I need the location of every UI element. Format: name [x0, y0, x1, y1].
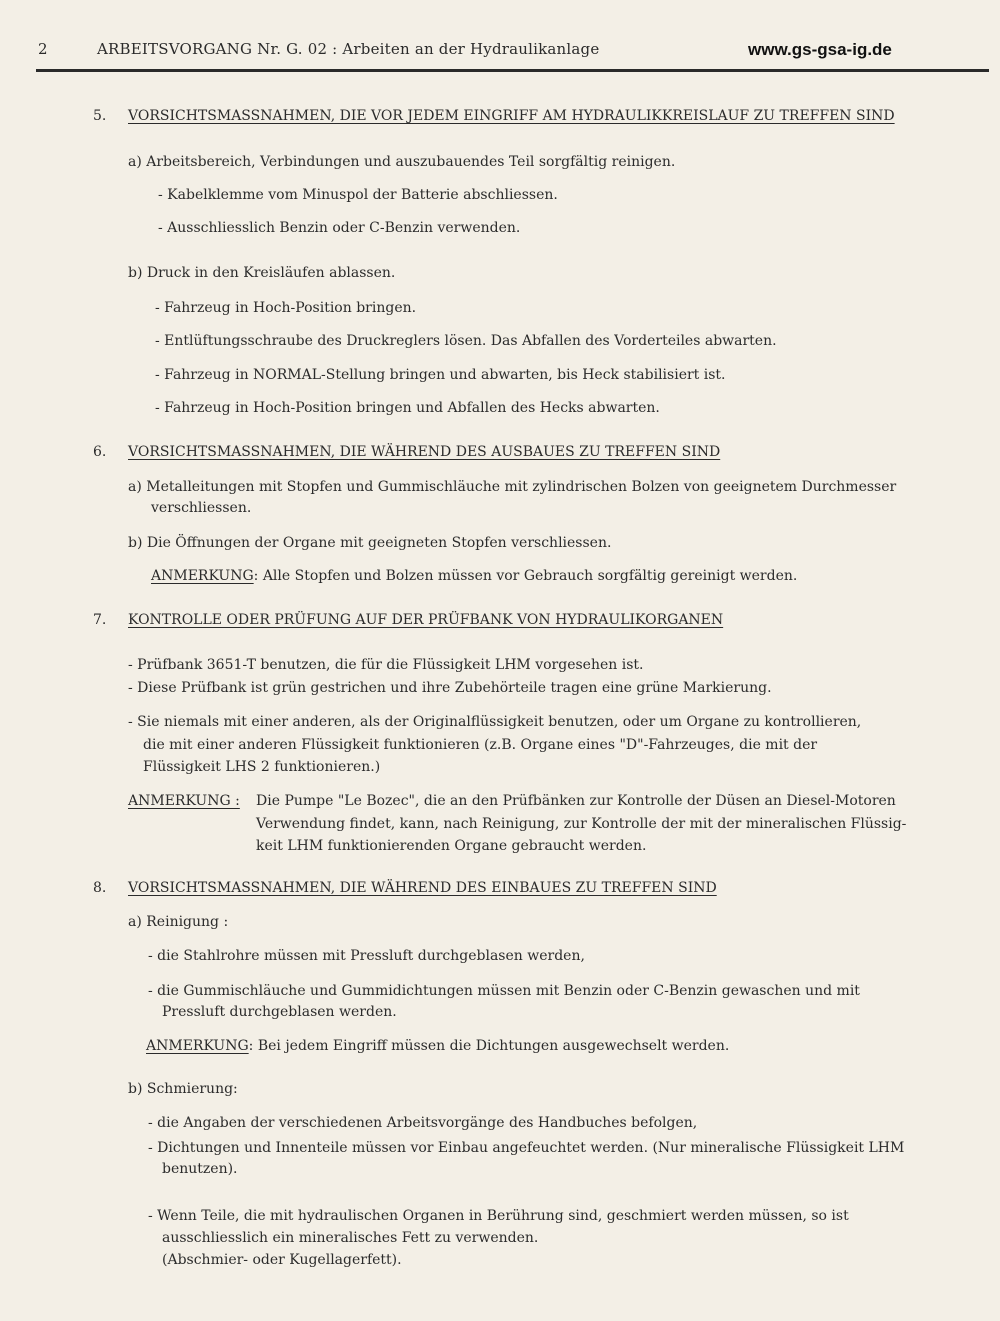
s8-item-b3-line3: (Abschmier- oder Kugellagerfett). — [162, 1252, 402, 1268]
s8-item-b1: - die Angaben der verschiedenen Arbeitsvorgänge des Handbuches befolgen, — [148, 1115, 698, 1131]
s6-note — [151, 568, 797, 584]
s7-line3b: die mit einer anderen Flüssigkeit funktionieren (z.B. Organe eines "D"-Fahrzeuges, die mit der — [143, 737, 818, 753]
section-6-title: VORSICHTSMASSNAHMEN, DIE WÄHREND DES AUSBAUES ZU TREFFEN SIND — [128, 444, 721, 460]
s8-item-b2-line1: - Dichtungen und Innenteile müssen vor Einbau angefeuchtet werden. (Nur mineralische Flüssigkeit LHM — [148, 1140, 905, 1156]
s6-item-b: b) Die Öffnungen der Organe mit geeigneten Stopfen verschliessen. — [128, 535, 612, 551]
s8-note-label: ANMERKUNG — [146, 1038, 249, 1054]
s7-line3c: Flüssigkeit LHS 2 funktionieren.) — [143, 759, 381, 775]
section-5-title: VORSICHTSMASSNAHMEN, DIE VOR JEDEM EINGRIFF AM HYDRAULIKKREISLAUF ZU TREFFEN SIND — [128, 108, 895, 124]
section-6-number: 6. — [93, 444, 107, 460]
s8-item-a2-line1: - die Gummischläuche und Gummidichtungen müssen mit Benzin oder C-Benzin gewaschen und mit — [148, 983, 860, 999]
s5-item-b1: - Fahrzeug in Hoch-Position bringen. — [155, 300, 417, 316]
s8-item-b3-line1: - Wenn Teile, die mit hydraulischen Organen in Berührung sind, geschmiert werden müssen, so ist — [148, 1208, 849, 1224]
s7-note-label: ANMERKUNG : — [128, 793, 240, 809]
header-rule — [36, 69, 989, 72]
s8-item-a1: - die Stahlrohre müssen mit Pressluft durchgeblasen werden, — [148, 948, 585, 964]
s5-item-b: b) Druck in den Kreisläufen ablassen. — [128, 265, 396, 281]
s8-item-b3-line2: ausschliesslich ein mineralisches Fett zu verwenden. — [162, 1230, 539, 1246]
s6-note-text: : Alle Stopfen und Bolzen müssen vor Gebrauch sorgfältig gereinigt werden. — [253, 568, 798, 584]
section-5-number: 5. — [93, 108, 107, 124]
s5-item-b2: - Entlüftungsschraube des Druckreglers lösen. Das Abfallen des Vorderteiles abwarten. — [155, 333, 777, 349]
document-title: ARBEITSVORGANG Nr. G. 02 : Arbeiten an der Hydraulikanlage — [97, 40, 600, 58]
section-7-title: KONTROLLE ODER PRÜFUNG AUF DER PRÜFBANK VON HYDRAULIKORGANEN — [128, 612, 724, 628]
s5-item-b3: - Fahrzeug in NORMAL-Stellung bringen und abwarten, bis Heck stabilisiert ist. — [155, 367, 726, 383]
s7-line1: - Prüfbank 3651-T benutzen, die für die Flüssigkeit LHM vorgesehen ist. — [128, 657, 644, 673]
s6-item-a-line2: verschliessen. — [151, 500, 252, 516]
s5-item-a: a) Arbeitsbereich, Verbindungen und auszubauendes Teil sorgfältig reinigen. — [128, 154, 676, 170]
s8-item-a2-line2: Pressluft durchgeblasen werden. — [162, 1004, 397, 1020]
s6-item-a-line1: a) Metalleitungen mit Stopfen und Gummischläuche mit zylindrischen Bolzen von geeignetem Durchmesser — [128, 479, 897, 495]
section-8-number: 8. — [93, 880, 107, 896]
s7-line2: - Diese Prüfbank ist grün gestrichen und ihre Zubehörteile tragen eine grüne Markierung. — [128, 680, 772, 696]
s6-note-label: ANMERKUNG — [151, 568, 254, 584]
s7-note-line1: Die Pumpe "Le Bozec", die an den Prüfbänken zur Kontrolle der Düsen an Diesel-Motoren — [256, 793, 896, 809]
s7-line3a: - Sie niemals mit einer anderen, als der Originalflüssigkeit benutzen, oder um Organe zu kontrollieren, — [128, 714, 862, 730]
section-7-number: 7. — [93, 612, 107, 628]
s5-item-a1: - Kabelklemme vom Minuspol der Batterie abschliessen. — [158, 187, 558, 203]
s7-note-line3: keit LHM funktionierenden Organe gebraucht werden. — [256, 838, 647, 854]
s8-note-text: : Bei jedem Eingriff müssen die Dichtungen ausgewechselt werden. — [248, 1038, 730, 1054]
page-number: 2 — [38, 40, 48, 58]
s8-item-b: b) Schmierung: — [128, 1081, 238, 1097]
s8-note — [146, 1038, 729, 1054]
s8-item-a: a) Reinigung : — [128, 914, 229, 930]
s5-item-b4: - Fahrzeug in Hoch-Position bringen und Abfallen des Hecks abwarten. — [155, 400, 660, 416]
s5-item-a2: - Ausschliesslich Benzin oder C-Benzin verwenden. — [158, 220, 521, 236]
website-url: www.gs-gsa-ig.de — [748, 40, 892, 59]
s8-item-b2-line2: benutzen). — [162, 1161, 238, 1177]
s7-note-line2: Verwendung findet, kann, nach Reinigung, zur Kontrolle der mit der mineralischen Flüssig- — [256, 816, 907, 832]
section-8-title: VORSICHTSMASSNAHMEN, DIE WÄHREND DES EINBAUES ZU TREFFEN SIND — [128, 880, 717, 896]
